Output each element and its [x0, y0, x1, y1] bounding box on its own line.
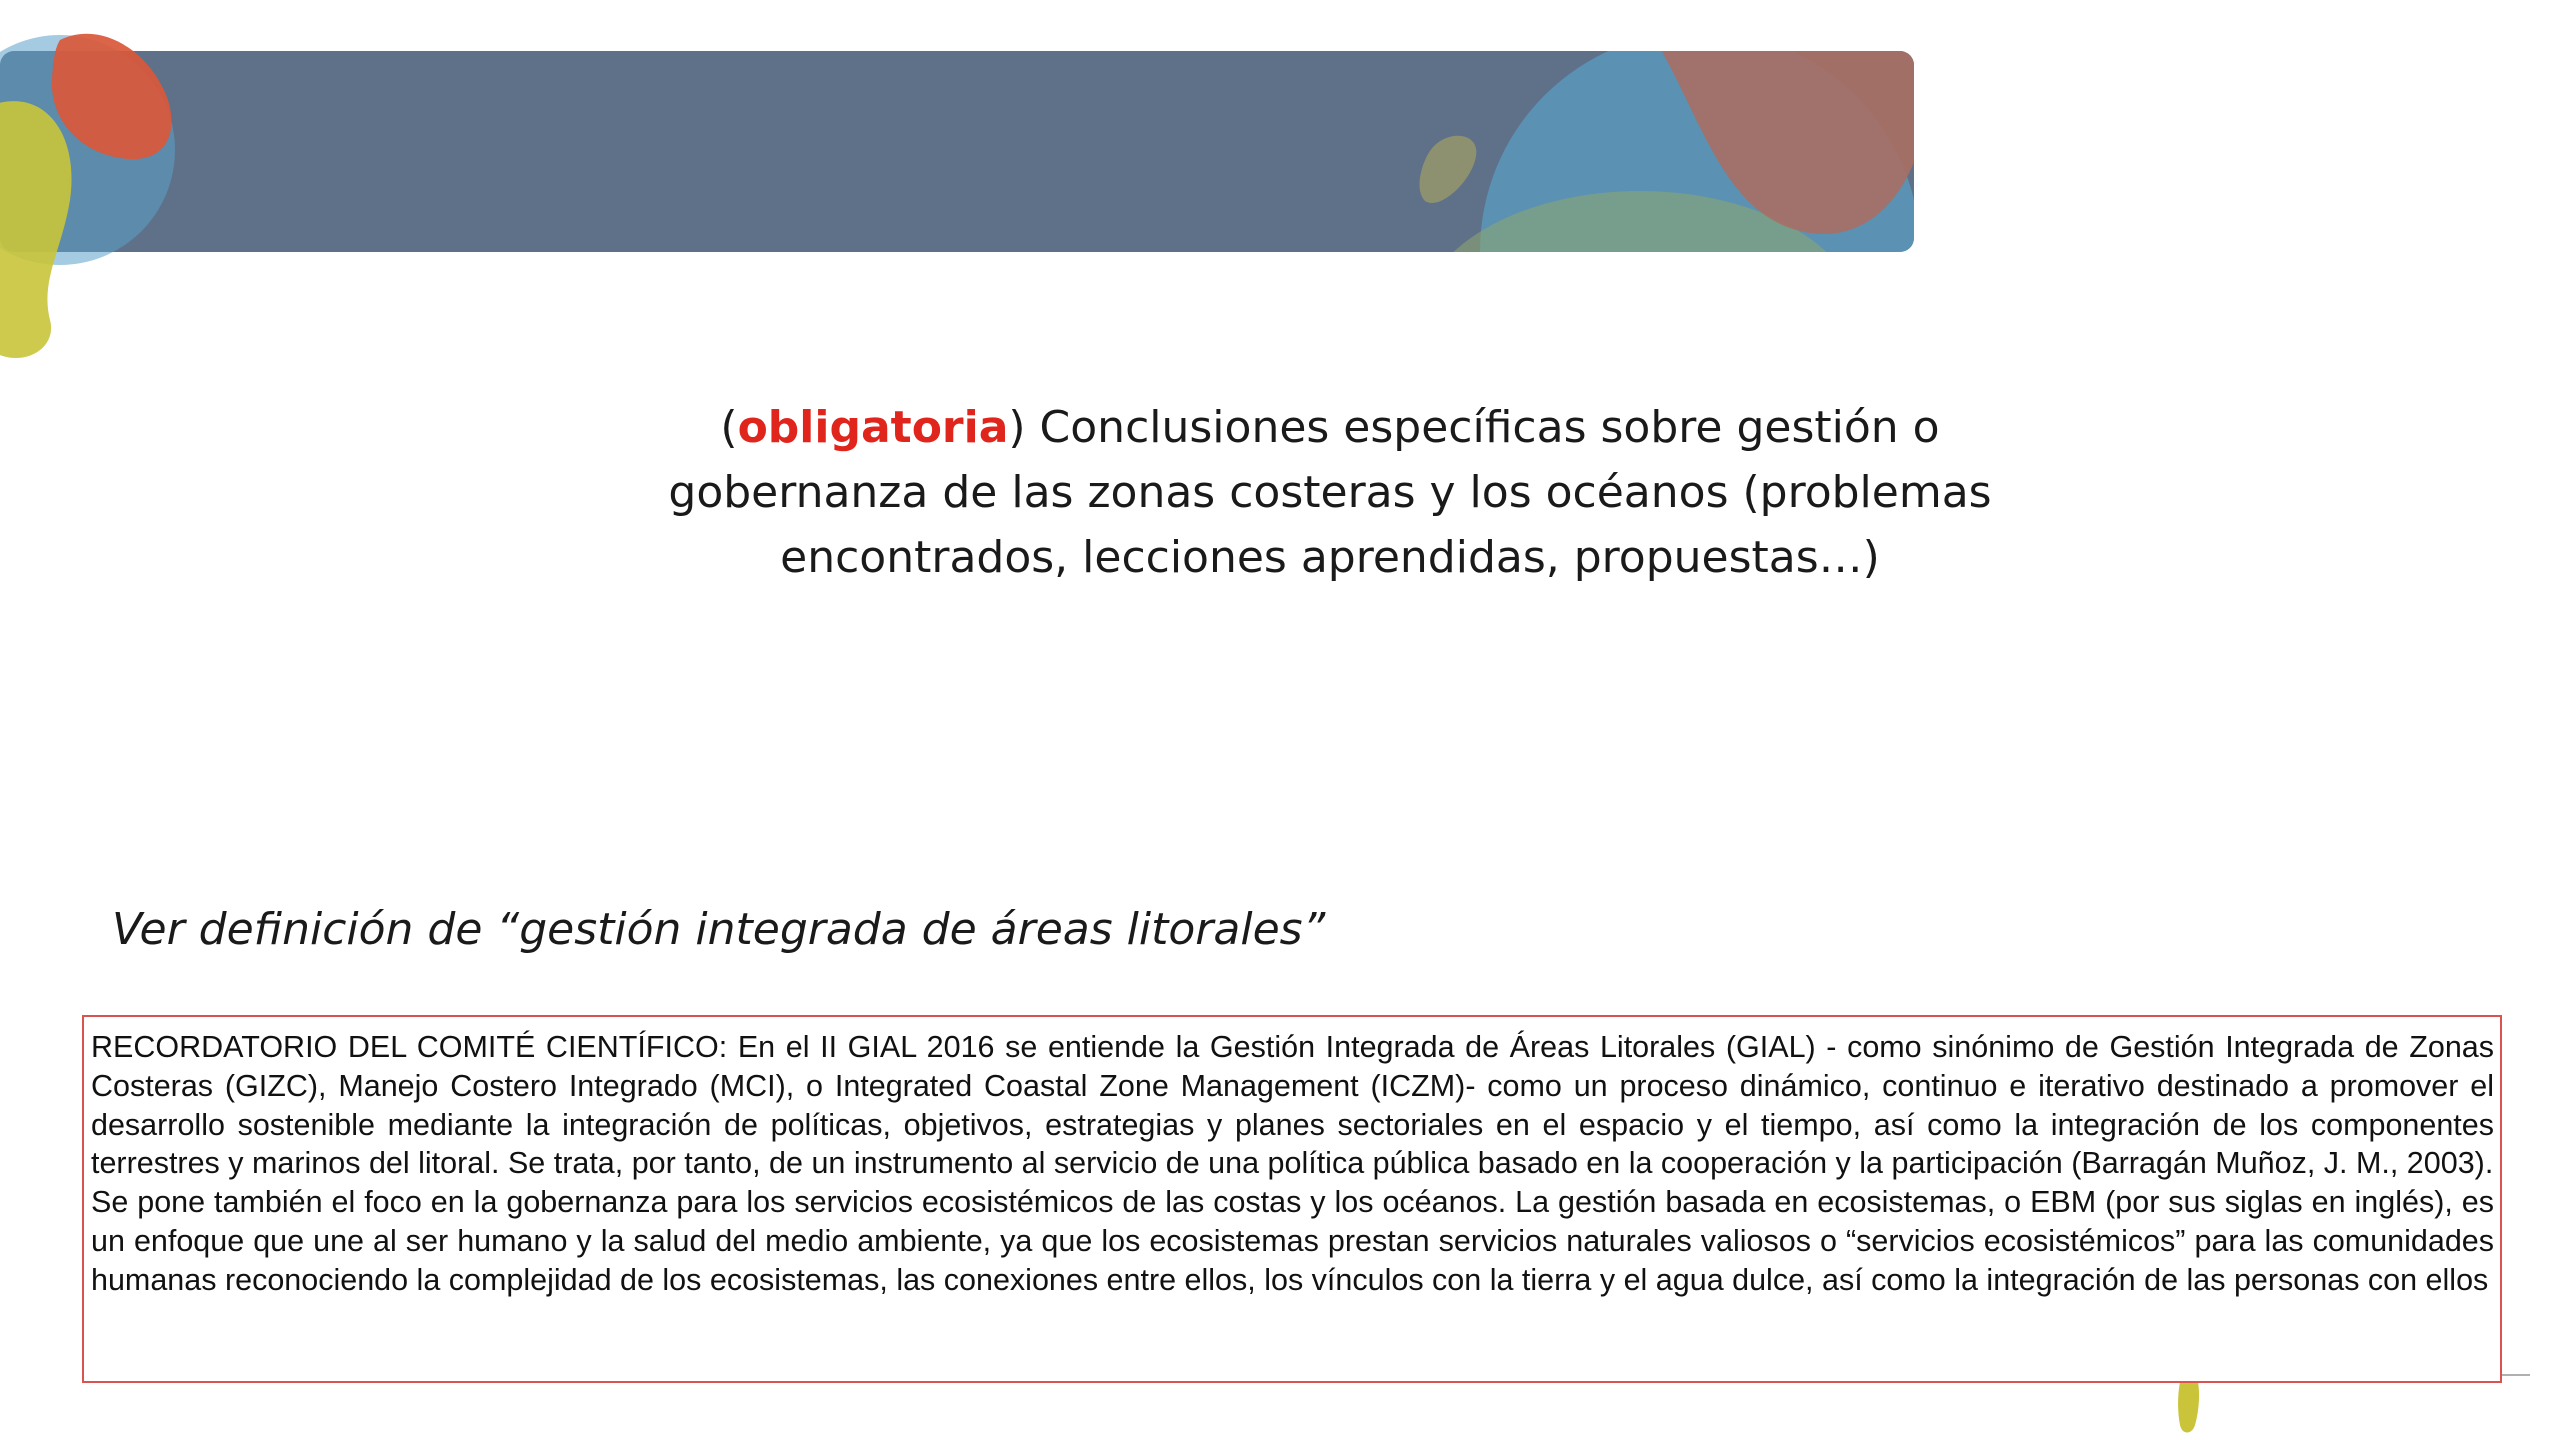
- required-tag: obligatoria: [737, 402, 1009, 453]
- reminder-paragraph-1: RECORDATORIO DEL COMITÉ CIENTÍFICO: En el II GIAL 2016 se entiende la Gestión Integrada de Áreas Litorales (GIAL) - como sinónimo de Gestión Integrada de Zonas Costeras (GIZC), Manejo Costero Integrado (MCI), o Integrated Coastal Zone Management (ICZM)- como un proceso dinámico, continuo e iterativo destinado a promover el desarrollo sostenible mediante la integración de políticas, objetivos, estrategias y planes sectoriales en el espacio y el tiempo, así como la integración de los componentes terrestres y marinos del litoral. Se trata, por tanto, de un instrumento al servicio de una política pública basado en la cooperación y la participación (Barragán Muñoz, J. M., 2003).: [91, 1030, 2494, 1181]
- see-definition-note: Ver definición de “gestión integrada de áreas litorales”: [112, 904, 1326, 955]
- heading-text: ) Conclusiones específicas sobre gestión o gobernanza de las zonas costeras y los océanos (problemas encontrados, lecciones aprendidas, propuestas…): [668, 402, 1992, 583]
- header-banner: [0, 51, 1914, 252]
- reminder-paragraph-2: Se pone también el foco en la gobernanza para los servicios ecosistémicos de las costas y los océanos. La gestión basada en ecosistemas, o EBM (por sus siglas en inglés), es un enfoque que une al ser humano y la salud del medio ambiente, ya que los ecosistemas prestan servicios naturales valiosos o “servicios ecosistémicos” para las comunidades humanas reconociendo la complejidad de los ecosistemas, las conexiones entre ellos, los vínculos con la tierra y el agua dulce, así como la integración de las personas con ellos: [91, 1185, 2494, 1297]
- heading-open-paren: (: [720, 402, 738, 453]
- slide-heading: [600, 395, 2060, 590]
- scientific-committee-reminder: [82, 1015, 2502, 1383]
